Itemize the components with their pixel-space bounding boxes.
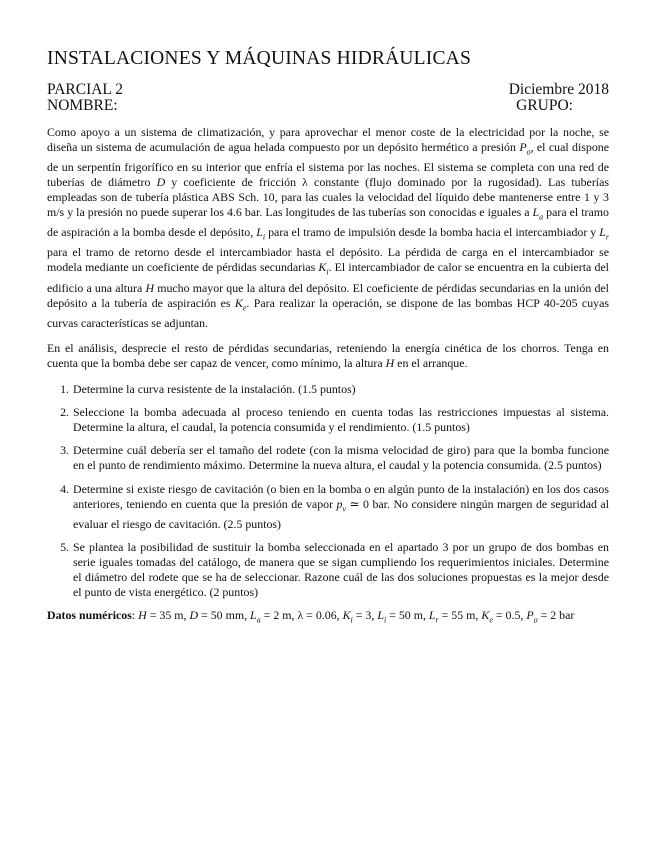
exam-date: Diciembre 2018 xyxy=(508,81,609,98)
question-number: 2. xyxy=(60,404,69,419)
question-number: 1. xyxy=(60,381,69,396)
question-item: 1. Determine la curva resistente de la instalación. (1.5 puntos) xyxy=(47,382,609,397)
exam-title: INSTALACIONES Y MÁQUINAS HIDRÁULICAS xyxy=(47,48,471,69)
question-list xyxy=(47,382,609,600)
analysis-note: En el análisis, desprecie el resto de pérdidas secundarias, reteniendo la energía cinética de los chorros. Tenga en cuenta que la bomba debe ser capaz de vencer, como mínimo, la altura H en el arranque. xyxy=(47,340,609,370)
question-item: 4. Determine si existe riesgo de cavitación (o bien en la bomba o en algún punto de la instalación) en los dos casos anteriores, teniendo en cuenta que la presión de vapor $p_v$ ≃ 0 bar. No considere ningún margen de seguridad al evaluar el riesgo de cavitación. (2.5 puntos) xyxy=(47,482,609,532)
header-row-1 xyxy=(47,82,609,98)
group-label: GRUPO: xyxy=(516,97,573,114)
question-number: 4. xyxy=(60,481,69,496)
name-label: NOMBRE: xyxy=(47,97,118,114)
problem-statement: Como apoyo a un sistema de climatización, y para aprovechar el menor coste de la electricidad por la noche, se diseña un sistema de acumulación de agua helada compuesto por un depósito hermético a presión $P_o$, el cual dispone de un serpentín frigorífico en su interior que enfría el sistema por las noches. El sistema se completa con una red de tuberías de diámetro D y coeficiente de fricción λ constante (flujo dominado por la rugosidad). Las tuberías empleadas son de tubería plástica ABS Sch. 10, para las cuales la velocidad del líquido debe mantenerse entre 1 y 3 m/s y la presión no puede superar los 4.6 bar. Las longitudes de las tuberías son conocidas e iguales a $L_a$ para el tramo de aspiración a la bomba desde el depósito, $L_i$ para el tramo de impulsión desde la bomba hacia el intercambiador y $L_r$ para el tramo de retorno desde el intercambiador hasta el depósito. La pérdida de carga en el intercambiador se modela mediante un coeficiente de pérdidas secundarias $K_i$. El intercambiador de calor se encuentra en la cubierta del edificio a una altura H mucho mayor que la altura del depósito. El coeficiente de pérdidas secundarias en la unión del depósito a la tubería de aspiración es $K_e$. Para realizar la operación, se dispone de las bombas HCP 40-205 cuyas curvas características se adjuntan. xyxy=(47,125,610,330)
question-item: 5. Se plantea la posibilidad de sustituir la bomba seleccionada en el apartado 3 por un grupo de dos bombas en serie iguales tomadas del catálogo, de manera que se sigan cumpliendo los requerimientos iniciales. Determine el diámetro del rodete que se ha de seleccionar. Razone cuál de las dos soluciones propuestas es la mejor desde el punto de vista energético. (2 puntos) xyxy=(47,540,609,600)
exam-label: PARCIAL 2 xyxy=(47,81,123,98)
header-row-2 xyxy=(47,98,609,114)
question-item: 3. Determine cuál debería ser el tamaño del rodete (con la misma velocidad de giro) para que la bomba funcione en el punto de rendimiento máximo. Determine la nueva altura, el caudal y la potencia consumida. (2.5 puntos) xyxy=(47,443,609,473)
question-item: 2. Seleccione la bomba adecuada al proceso teniendo en cuenta todas las restricciones impuestas al sistema. Determine la altura, el caudal, la potencia consumida y el rendimiento. (1.5 puntos) xyxy=(47,405,609,435)
question-number: 5. xyxy=(60,540,69,555)
question-number: 3. xyxy=(60,443,69,458)
numeric-data: Datos numéricos: H = 35 m, D = 50 mm, $L_a = 2$ m, λ = 0.06, $K_i = 3$, $L_i = 50$ m, $L_r = 55$ m, $K_e = 0.5$, $P_o = 2$ bar xyxy=(47,608,575,625)
